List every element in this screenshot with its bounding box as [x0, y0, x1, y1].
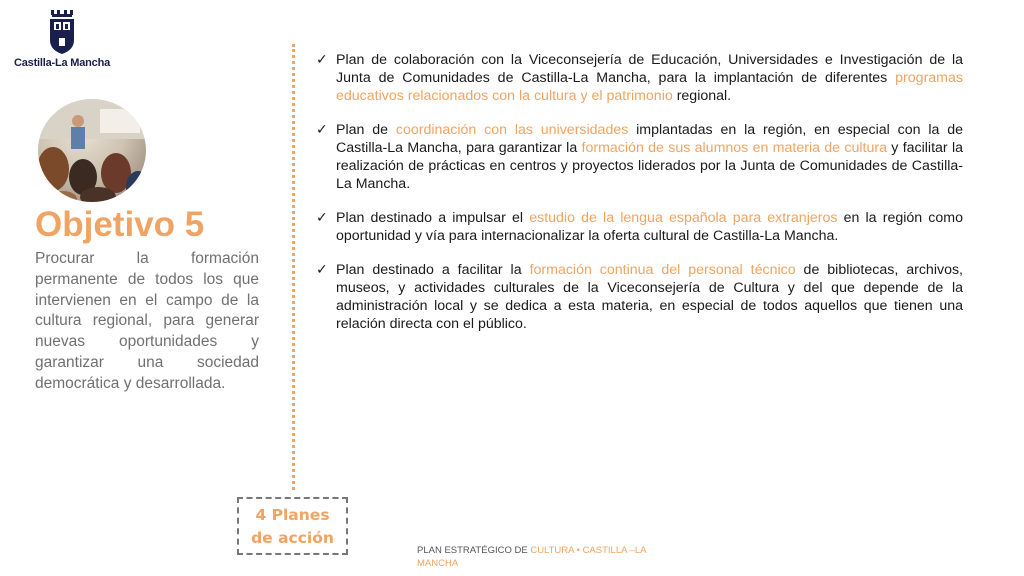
list-item: ✓ Plan destinado a facilitar la formación continua del personal técnico de bibliotecas, archivos, museos, y actividades culturales de la Viceconsejería de Cultura y del que depende de la administración local y se dedica a esta materia, en especial de todos aquellos que tienen una relación directa con el público.: [316, 262, 963, 332]
logo-text: Castilla-La Mancha: [14, 57, 111, 69]
castle-crest-icon: [47, 10, 77, 54]
checkmark-icon: ✓: [316, 122, 328, 138]
checkmark-icon: ✓: [316, 262, 328, 278]
plans-box-line2: de acción: [251, 529, 334, 547]
highlight: coordinación con las universidades: [395, 122, 629, 138]
action-plan-list: [316, 51, 963, 349]
checkmark-icon: ✓: [316, 210, 328, 226]
list-item: ✓ Plan de colaboración con la Viceconsejería de Educación, Universidades e Investigación de la Junta de Comunidades de Castilla-La Mancha, para la implantación de diferentes programas educativos relacionados con la cultura y el patrimonio regional.: [316, 52, 963, 104]
footer: [417, 544, 677, 570]
highlight: formación de sus alumnos en materia de cultura: [581, 140, 887, 156]
highlight: programas educativos relacionados con la cultura y el patrimonio: [336, 70, 963, 104]
objective-title: Objetivo 5: [35, 205, 205, 244]
plans-box-line1: 4 Planes: [255, 506, 330, 524]
dotted-divider: [292, 44, 295, 490]
checkmark-icon: ✓: [316, 52, 328, 68]
logo: [14, 10, 110, 69]
classroom-photo: [38, 99, 146, 202]
objective-description: Procurar la formación permanente de todos los que intervienen en el campo de la cultura regional, para generar nuevas oportunidades y garantizar una sociedad democrática y desarrollada.: [35, 250, 259, 392]
plans-box: [237, 497, 348, 555]
footer-highlight: CULTURA • CASTILLA –LA MANCHA: [417, 545, 646, 569]
highlight: estudio de la lengua española para extranjeros: [529, 210, 838, 226]
highlight: formación continua del personal técnico: [529, 262, 796, 278]
list-item: ✓ Plan de coordinación con las universidades implantadas en la región, en especial con la de Castilla-La Mancha, para garantizar la formación de sus alumnos en materia de cultura y facilitar la realización de prácticas en centros y proyectos liderados por la Junta de Comunidades de Castilla-La Mancha.: [316, 122, 964, 192]
footer-prefix: PLAN ESTRATÉGICO DE: [417, 545, 531, 556]
list-item: ✓ Plan destinado a impulsar el estudio de la lengua española para extranjeros en la región como oportunidad y vía para internacionalizar la oferta cultural de Castilla-La Mancha.: [316, 210, 963, 244]
